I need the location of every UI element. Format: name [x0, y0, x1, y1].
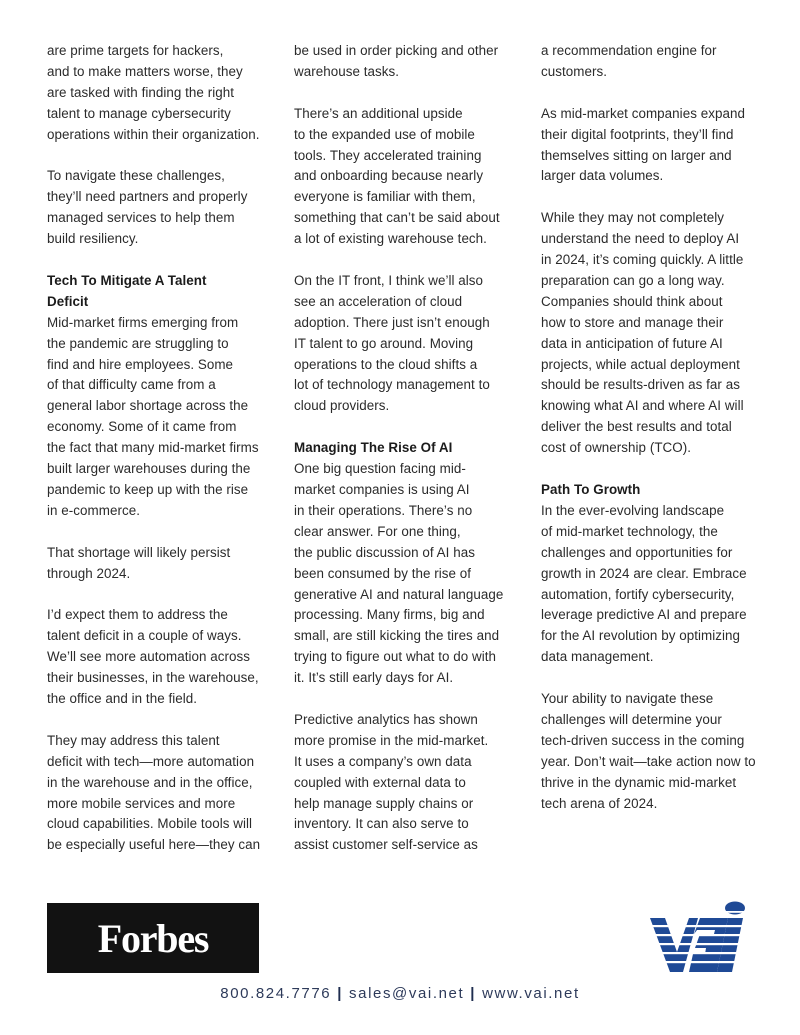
- text-line: in the warehouse and in the office,: [47, 774, 253, 790]
- text-line: They may address this talent: [47, 732, 220, 748]
- text-line: generative AI and natural language: [294, 586, 504, 602]
- body-paragraph: [294, 459, 516, 689]
- text-line: the public discussion of AI has: [294, 544, 475, 560]
- text-line: pandemic to keep up with the rise: [47, 482, 249, 497]
- text-line: That shortage will likely persist: [47, 544, 231, 560]
- text-line: growth in 2024 are clear. Embrace: [541, 565, 747, 581]
- text-line: find and hire employees. Some: [47, 356, 234, 372]
- body-paragraph: [541, 689, 763, 814]
- text-line: a lot of existing warehouse tech.: [294, 231, 487, 247]
- text-line: coupled with external data to: [294, 774, 466, 790]
- text-line: something that can’t be said about: [294, 210, 500, 226]
- text-line: how to store and manage their: [541, 314, 724, 330]
- text-line: small, are still kicking the tires and: [294, 628, 500, 644]
- body-paragraph: [47, 543, 269, 585]
- body-paragraph: [294, 104, 516, 250]
- body-paragraph: [47, 41, 269, 146]
- article-column-3: [541, 41, 763, 835]
- text-line: economy. Some of it came from: [47, 419, 237, 435]
- body-paragraph: [47, 313, 269, 522]
- text-line: challenges will determine your: [541, 711, 722, 727]
- text-line: customers.: [541, 63, 607, 79]
- text-line: It uses a company’s own data: [294, 753, 472, 769]
- text-line: general labor shortage across the: [47, 398, 249, 414]
- footer-website[interactable]: www.vai.net: [482, 985, 580, 1002]
- text-line: Predictive analytics has shown: [294, 711, 478, 727]
- text-line: are prime targets for hackers,: [47, 43, 224, 58]
- text-line: help manage supply chains or: [294, 795, 474, 811]
- text-line: deliver the best results and total: [541, 419, 732, 435]
- text-line: IT talent to go around. Moving: [294, 335, 474, 351]
- text-line: trying to figure out what to do with: [294, 649, 497, 665]
- text-line: inventory. It can also serve to: [294, 816, 469, 832]
- body-paragraph: [541, 41, 763, 83]
- text-line: operations to the cloud shifts a: [294, 356, 478, 372]
- text-line: thrive in the dynamic mid-market: [541, 774, 737, 790]
- footer-phone: 800.824.7776: [220, 985, 332, 1002]
- body-paragraph: [541, 208, 763, 459]
- text-line: talent to manage cybersecurity: [47, 105, 231, 121]
- text-line: the office and in the field.: [47, 691, 198, 707]
- text-line: talent deficit in a couple of ways.: [47, 628, 242, 644]
- text-line: processing. Many firms, big and: [294, 607, 485, 623]
- text-line: tools. They accelerated training: [294, 147, 482, 163]
- text-line: of that difficulty came from a: [47, 377, 216, 393]
- text-line: more promise in the mid-market.: [294, 732, 489, 748]
- text-line: and to make matters worse, they: [47, 63, 243, 79]
- article-column-2: [294, 41, 516, 877]
- text-line: their businesses, in the warehouse,: [47, 670, 259, 686]
- section-heading: [541, 480, 763, 501]
- text-line: There’s an additional upside: [294, 105, 463, 121]
- text-line: assist customer self-service as: [294, 837, 478, 853]
- text-line: cost of ownership (TCO).: [541, 440, 692, 456]
- text-line: cloud capabilities. Mobile tools will: [47, 816, 253, 832]
- text-line: data in anticipation of future AI: [541, 335, 723, 351]
- text-line: understand the need to deploy AI: [541, 231, 740, 247]
- text-line: it. It’s still early days for AI.: [294, 670, 454, 686]
- text-line: Companies should think about: [541, 293, 723, 309]
- footer-separator: |: [470, 985, 477, 1002]
- text-line: through 2024.: [47, 565, 131, 581]
- text-line: be used in order picking and other: [294, 43, 499, 58]
- text-line: been consumed by the rise of: [294, 565, 472, 581]
- body-paragraph: [47, 605, 269, 710]
- text-line: lot of technology management to: [294, 377, 490, 393]
- text-line: While they may not completely: [541, 210, 725, 226]
- text-line: We’ll see more automation across: [47, 649, 251, 665]
- text-line: managed services to help them: [47, 210, 235, 226]
- text-line: in e-commerce.: [47, 502, 140, 518]
- text-line: automation, fortify cybersecurity,: [541, 586, 735, 602]
- text-line: tech-driven success in the coming: [541, 732, 745, 748]
- text-line: build resiliency.: [47, 231, 139, 247]
- text-line: for the AI revolution by optimizing: [541, 628, 740, 644]
- forbes-logo-text: Forbes: [97, 915, 209, 961]
- text-line: themselves sitting on larger and: [541, 147, 732, 163]
- section-heading: [47, 271, 269, 313]
- text-line: market companies is using AI: [294, 481, 470, 497]
- text-line: tech arena of 2024.: [541, 795, 658, 811]
- footer-email[interactable]: sales@vai.net: [349, 985, 465, 1002]
- text-line: warehouse tasks.: [294, 63, 400, 79]
- text-line: clear answer. For one thing,: [294, 523, 461, 539]
- text-line: larger data volumes.: [541, 168, 664, 184]
- text-line: year. Don’t wait—take action now to: [541, 753, 756, 769]
- text-line: On the IT front, I think we’ll also: [294, 272, 484, 288]
- footer-separator: |: [337, 985, 344, 1002]
- text-line: a recommendation engine for: [541, 43, 717, 58]
- text-line: knowing what AI and where AI will: [541, 398, 744, 414]
- text-line: Mid-market firms emerging from: [47, 314, 239, 330]
- text-line: see an acceleration of cloud: [294, 293, 463, 309]
- section-heading: [294, 438, 516, 459]
- text-line: the fact that many mid-market firms: [47, 440, 259, 456]
- text-line: in their operations. There’s no: [294, 502, 473, 518]
- text-line: to the expanded use of mobile: [294, 126, 475, 142]
- text-line: their digital footprints, they’ll find: [541, 126, 734, 142]
- text-line: in 2024, it’s coming quickly. A little: [541, 252, 744, 268]
- vai-logo-icon: [648, 900, 748, 974]
- body-paragraph: [47, 166, 269, 250]
- text-line: One big question facing mid-: [294, 461, 466, 477]
- text-line: they’ll need partners and properly: [47, 189, 248, 205]
- text-line: leverage predictive AI and prepare: [541, 607, 747, 623]
- text-line: As mid-market companies expand: [541, 105, 745, 121]
- text-line: are tasked with finding the right: [47, 84, 234, 100]
- contact-footer: [0, 985, 800, 1002]
- text-line: of mid-market technology, the: [541, 523, 718, 539]
- text-line: adoption. There just isn’t enough: [294, 314, 490, 330]
- text-line: more mobile services and more: [47, 795, 236, 811]
- body-paragraph: [294, 271, 516, 417]
- body-paragraph: [541, 501, 763, 668]
- text-line: Managing The Rise Of AI: [294, 440, 453, 456]
- body-paragraph: [294, 41, 516, 83]
- text-line: the pandemic are struggling to: [47, 335, 229, 351]
- text-line: deficit with tech—more automation: [47, 753, 255, 769]
- body-paragraph: [541, 104, 763, 188]
- forbes-logo: [47, 903, 259, 973]
- text-line: Path To Growth: [541, 481, 641, 497]
- text-line: Your ability to navigate these: [541, 691, 714, 707]
- text-line: everyone is familiar with them,: [294, 189, 476, 205]
- text-line: be especially useful here—they can: [47, 837, 261, 853]
- text-line: In the ever-evolving landscape: [541, 502, 725, 518]
- body-paragraph: [294, 710, 516, 856]
- text-line: preparation can go a long way.: [541, 272, 725, 288]
- text-line: I’d expect them to address the: [47, 607, 228, 623]
- text-line: cloud providers.: [294, 398, 390, 414]
- text-line: should be results-driven as far as: [541, 377, 740, 393]
- text-line: built larger warehouses during the: [47, 461, 251, 477]
- text-line: data management.: [541, 649, 654, 665]
- text-line: To navigate these challenges,: [47, 168, 225, 184]
- text-line: and onboarding because nearly: [294, 168, 484, 184]
- text-line: operations within their organization.: [47, 126, 260, 142]
- article-column-1: [47, 41, 269, 877]
- body-paragraph: [47, 731, 269, 856]
- text-line: challenges and opportunities for: [541, 544, 733, 560]
- text-line: projects, while actual deployment: [541, 356, 740, 372]
- text-line: Deficit: [47, 293, 89, 309]
- text-line: Tech To Mitigate A Talent: [47, 272, 207, 288]
